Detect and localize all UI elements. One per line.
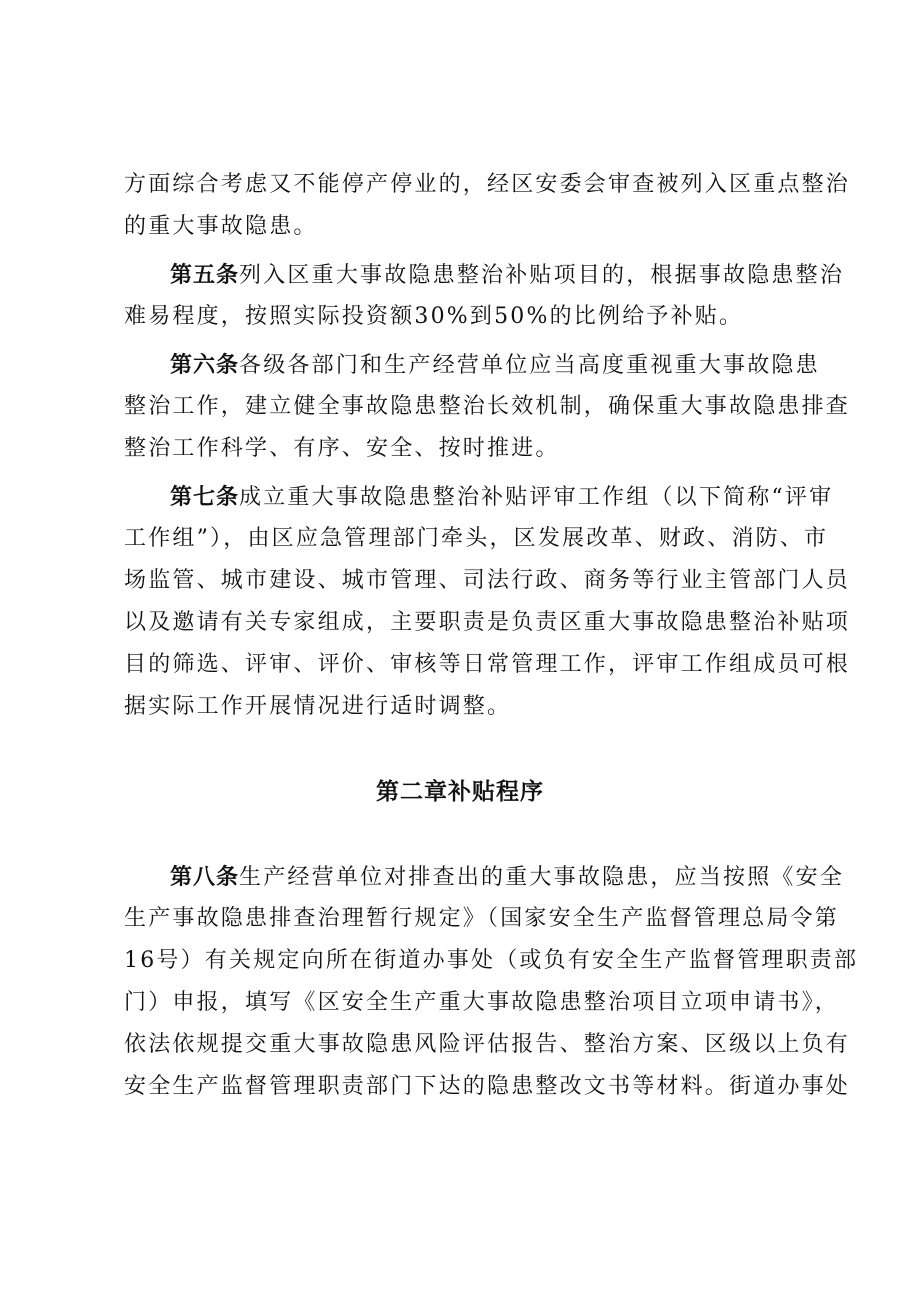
article-8-text: 生产经营单位对排查出的重大事故隐患，应当按照《安全: [239, 865, 845, 890]
article-7-label: 第七条: [170, 484, 240, 510]
article-5-label: 第五条: [170, 262, 240, 288]
paragraph-line: 以及邀请有关专家组成，主要职责是负责区重大事故隐患整治补贴项: [124, 610, 851, 635]
chapter-heading: 第二章补贴程序: [376, 779, 544, 805]
article-7-line: [170, 476, 834, 518]
paragraph-line: 安全生产监督管理职责部门下达的隐患整改文书等材料。街道办事处: [124, 1074, 851, 1099]
article-6-label: 第六条: [170, 352, 240, 378]
article-6-line: [170, 344, 820, 386]
article-5-line: [170, 254, 845, 296]
paragraph-line: 生产事故隐患排查治理暂行规定》（国家安全生产监督管理总局令第: [124, 906, 840, 931]
paragraph-line: 门）申报，填写《区安全生产重大事故隐患整治项目立项申请书》，: [124, 990, 840, 1015]
article-6-text: 各级各部门和生产经营单位应当高度重视重大事故隐患: [239, 353, 820, 378]
article-8-label: 第八条: [170, 864, 240, 890]
paragraph-line: 16号）有关规定向所在街道办事处（或负有安全生产监督管理职责部: [124, 948, 859, 973]
paragraph-line: 方面综合考虑又不能停产停业的，经区安委会审查被列入区重点整治: [124, 172, 851, 197]
paragraph-line: 依法依规提交重大事故隐患风险评估报告、整治方案、区级以上负有: [124, 1032, 851, 1057]
paragraph-line: 整治工作，建立健全事故隐患整治长效机制，确保重大事故隐患排查: [124, 394, 851, 419]
article-5-text: 列入区重大事故隐患整治补贴项目的，根据事故隐患整治: [239, 263, 845, 288]
paragraph-line: 难易程度，按照实际投资额30%到50%的比例给予补贴。: [124, 304, 744, 329]
paragraph-line: 工作组”），由区应急管理部门牵头，区发展改革、财政、消防、市: [124, 526, 829, 551]
paragraph-line: 据实际工作开展情况进行适时调整。: [124, 694, 512, 719]
paragraph-line: 场监管、城市建设、城市管理、司法行政、商务等行业主管部门人员: [124, 568, 851, 593]
paragraph-line: 目的筛选、评审、评价、审核等日常管理工作，评审工作组成员可根: [124, 652, 851, 677]
paragraph-line: 的重大事故隐患。: [124, 214, 318, 239]
paragraph-line: 整治工作科学、有序、安全、按时推进。: [124, 436, 560, 461]
article-8-line: [170, 856, 845, 898]
article-7-text: 成立重大事故隐患整治补贴评审工作组（以下简称“评审: [239, 485, 834, 510]
